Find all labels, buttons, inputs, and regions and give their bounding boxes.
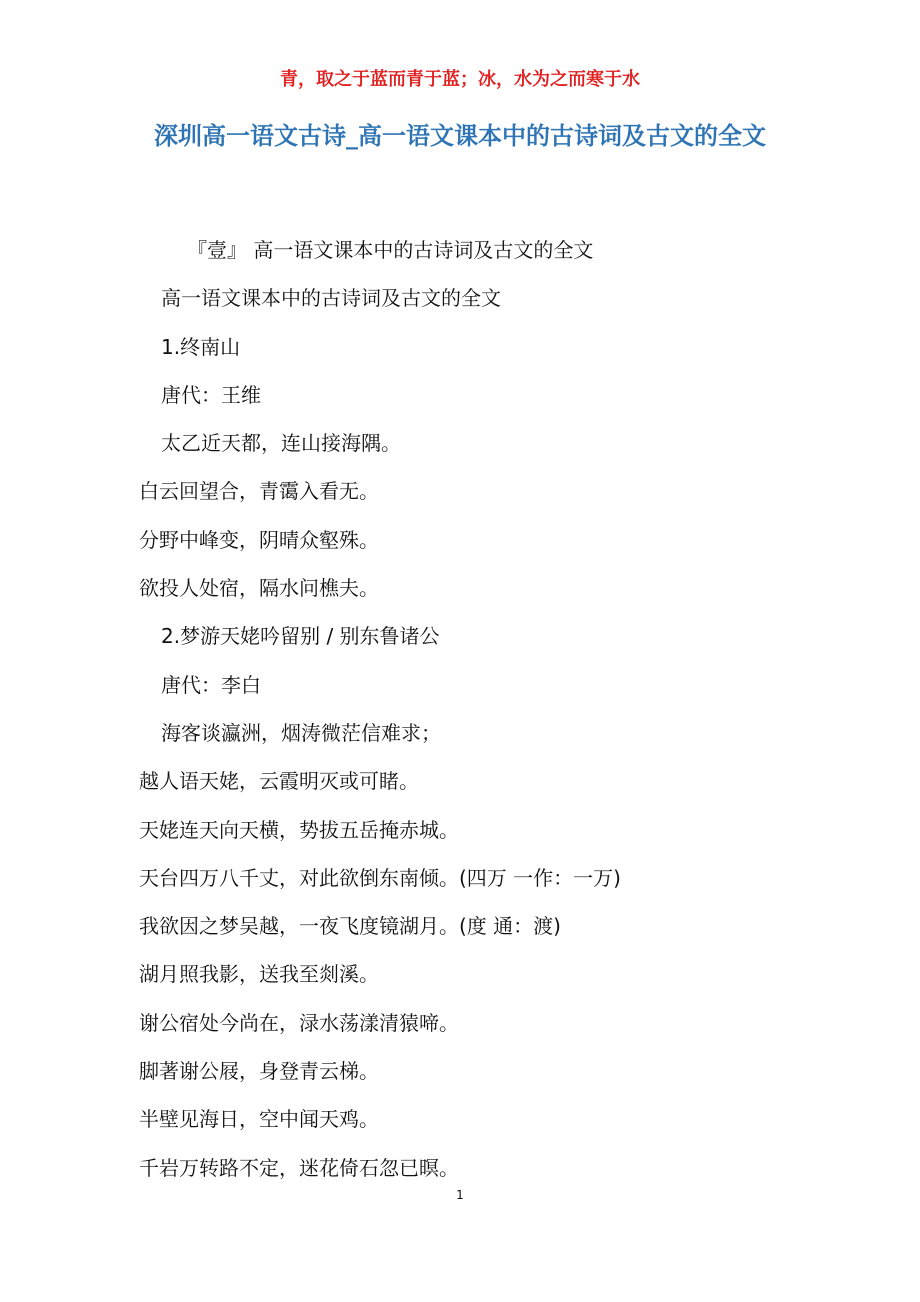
body-line: 『壹』 高一语文课本中的古诗词及古文的全文 [187, 238, 594, 262]
body-line: 2.梦游天姥吟留别 / 别东鲁诸公 [161, 624, 440, 649]
body-line: 湖月照我影，送我至剡溪。 [139, 962, 379, 987]
body-line: 白云回望合，青霭入看无。 [139, 479, 379, 504]
page-number: 1 [456, 1188, 464, 1202]
body-line: 高一语文课本中的古诗词及古文的全文 [161, 286, 501, 311]
body-line: 太乙近天都，连山接海隅。 [161, 431, 401, 456]
body-line: 分野中峰变，阴晴众壑殊。 [139, 527, 379, 552]
document-title: 深圳高一语文古诗_高一语文课本中的古诗词及古文的全文 [154, 122, 766, 150]
body-line: 1.终南山 [161, 334, 241, 359]
body-line: 千岩万转路不定，迷花倚石忽已暝。 [139, 1155, 459, 1180]
body-line: 唐代：王维 [161, 382, 261, 407]
document-body [139, 226, 839, 1192]
header-motto: 青，取之于蓝而青于蓝；冰，水为之而寒于水 [280, 69, 640, 90]
body-line: 天台四万八千丈，对此欲倒东南倾。(四万 一作：一万) [139, 865, 621, 890]
body-line: 欲投人处宿，隔水问樵夫。 [139, 576, 379, 601]
body-line: 越人语天姥，云霞明灭或可睹。 [139, 769, 419, 794]
body-line: 海客谈瀛洲，烟涛微茫信难求； [161, 720, 441, 745]
body-line: 天姥连天向天横，势拔五岳掩赤城。 [139, 817, 459, 842]
body-line: 谢公宿处今尚在，渌水荡漾清猿啼。 [139, 1010, 459, 1035]
body-line: 脚著谢公屐，身登青云梯。 [139, 1059, 379, 1084]
body-line: 我欲因之梦吴越，一夜飞度镜湖月。(度 通：渡) [139, 914, 561, 939]
body-line: 半壁见海日，空中闻天鸡。 [139, 1107, 379, 1132]
body-line: 唐代：李白 [161, 672, 261, 697]
